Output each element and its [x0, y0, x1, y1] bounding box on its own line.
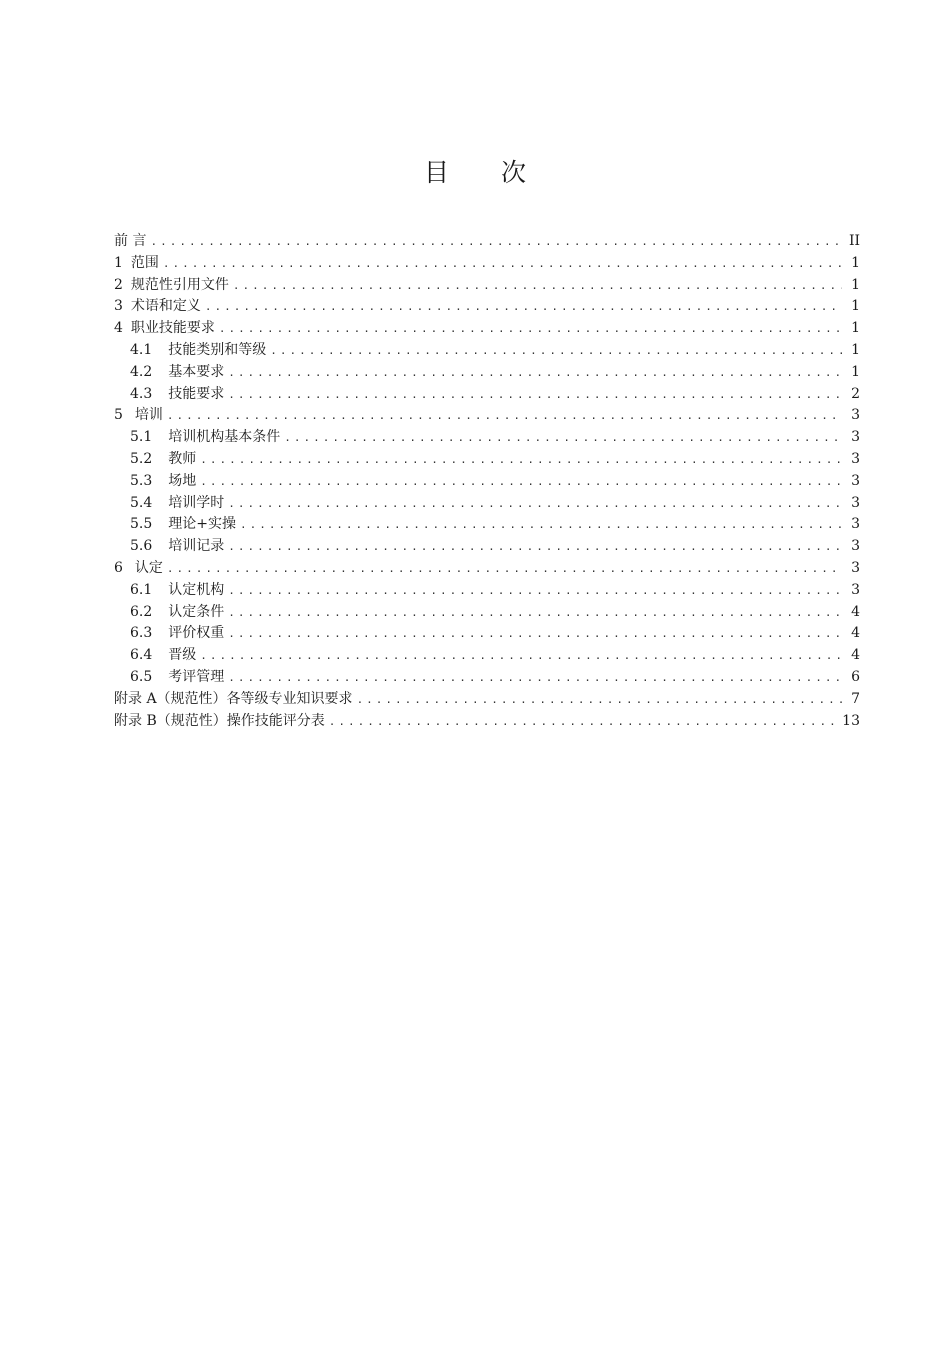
toc-entry-number: 4.2: [130, 363, 153, 380]
toc-entry-label: 理论+实操: [168, 516, 236, 533]
toc-dot-leader: [200, 645, 842, 667]
toc-dot-leader: [219, 318, 842, 340]
toc-dot-leader: [228, 667, 842, 689]
toc-entry-page: II: [848, 233, 860, 249]
toc-entry-page: 1: [851, 320, 860, 337]
toc-entry-page: 3: [851, 538, 860, 555]
toc-entry[interactable]: [114, 275, 860, 297]
toc-entry[interactable]: [114, 602, 860, 624]
toc-entry-page: 1: [851, 276, 860, 293]
toc-entry[interactable]: [114, 558, 860, 580]
toc-entry-page: 7: [851, 690, 860, 707]
toc-dot-leader: [167, 405, 842, 427]
toc-dot-leader: [329, 711, 838, 733]
toc-dot-leader: [270, 340, 842, 362]
toc-entry-label: 附录 A（规范性）各等级专业知识要求: [114, 690, 353, 707]
toc-entry-label: 培训: [134, 407, 163, 424]
toc-entry-page: 3: [851, 494, 860, 511]
toc-entry[interactable]: [114, 318, 860, 340]
toc-entry-number: 5.2: [130, 450, 153, 467]
toc-entry[interactable]: [114, 493, 860, 515]
toc-dot-leader: [228, 362, 842, 384]
toc-entry-page: 6: [851, 668, 860, 685]
toc-entry-number: 5: [114, 407, 123, 424]
toc-entry-label: 附录 B（规范性）操作技能评分表: [114, 712, 325, 729]
toc-entry[interactable]: [114, 296, 860, 318]
toc-dot-leader: [228, 602, 842, 624]
toc-entry-page: 3: [851, 450, 860, 467]
toc-entry-label: 认定机构: [168, 581, 225, 598]
toc-dot-leader: [284, 427, 842, 449]
toc-entry[interactable]: [114, 449, 860, 471]
toc-dot-leader: [228, 493, 842, 515]
toc-entry-number: 4.3: [130, 385, 153, 402]
toc-entry[interactable]: [114, 471, 860, 493]
toc-entry-label: 场地: [168, 472, 197, 489]
toc-entry-label: 培训记录: [168, 538, 225, 555]
toc-entry-label: 培训学时: [168, 494, 225, 511]
toc-entry-number: 5.5: [130, 516, 153, 533]
toc-entry-number: 4: [114, 320, 123, 337]
toc-entry-page: 3: [851, 407, 860, 424]
toc-entry-page: 1: [851, 363, 860, 380]
toc-entry-label: 职业技能要求: [130, 320, 215, 337]
toc-entry-label: 教师: [168, 450, 197, 467]
toc-dot-leader: [228, 536, 842, 558]
toc-entry[interactable]: [114, 536, 860, 558]
toc-entry-page: 4: [851, 625, 860, 642]
toc-dot-leader: [233, 275, 842, 297]
toc-entry[interactable]: [114, 253, 860, 275]
toc-entry-page: 3: [851, 516, 860, 533]
toc-entry[interactable]: [114, 405, 860, 427]
toc-entry-page: 3: [851, 581, 860, 598]
toc-entry-number: 6.2: [130, 603, 153, 620]
toc-dot-leader: [228, 623, 842, 645]
toc-entry-label: 晋级: [168, 647, 197, 664]
toc-entry-number: 5.4: [130, 494, 153, 511]
toc-entry-label: 范围: [130, 254, 159, 271]
toc-entry-number: 6.5: [130, 668, 153, 685]
toc-entry-label: 术语和定义: [130, 298, 201, 315]
toc-entry-page: 3: [851, 472, 860, 489]
toc-entry-number: 6.3: [130, 625, 153, 642]
toc-entry-label: 规范性引用文件: [130, 276, 229, 293]
toc-entry-label: 技能类别和等级: [168, 341, 267, 358]
toc-entry-number: 6.4: [130, 647, 153, 664]
toc-entry[interactable]: [114, 689, 860, 711]
toc-entry[interactable]: [114, 362, 860, 384]
toc-entry-label: 前 言: [114, 233, 147, 249]
toc-entry-label: 培训机构基本条件: [168, 429, 281, 446]
toc-entry-number: 6.1: [130, 581, 153, 598]
toc-dot-leader: [357, 689, 842, 711]
toc-dot-leader: [205, 296, 842, 318]
toc-dot-leader: [150, 231, 842, 253]
toc-entry-page: 4: [851, 647, 860, 664]
toc-entry-page: 1: [851, 341, 860, 358]
toc-entry[interactable]: [114, 580, 860, 602]
toc-entry-page: 3: [851, 429, 860, 446]
toc-entry-page: 3: [851, 559, 860, 576]
toc-entry-label: 技能要求: [168, 385, 225, 402]
toc-entry[interactable]: [114, 514, 860, 536]
toc-entry-number: 3: [114, 298, 123, 315]
toc-entry-label: 认定条件: [168, 603, 225, 620]
toc-entry[interactable]: [114, 427, 860, 449]
toc-dot-leader: [228, 580, 842, 602]
toc-dot-leader: [240, 514, 842, 536]
toc-entry-label: 考评管理: [168, 668, 225, 685]
toc-list: [114, 231, 860, 732]
toc-entry-label: 评价权重: [168, 625, 225, 642]
toc-entry[interactable]: [114, 340, 860, 362]
toc-entry-label: 认定: [134, 559, 163, 576]
toc-dot-leader: [163, 253, 842, 275]
toc-entry[interactable]: [114, 231, 860, 253]
toc-dot-leader: [167, 558, 842, 580]
toc-entry-page: 13: [842, 712, 860, 729]
toc-entry[interactable]: [114, 384, 860, 406]
toc-entry[interactable]: [114, 667, 860, 689]
toc-dot-leader: [200, 471, 842, 493]
toc-entry-number: 2: [114, 276, 123, 293]
toc-entry-number: 4.1: [130, 341, 153, 358]
toc-entry-number: 5.6: [130, 538, 153, 555]
toc-entry-number: 1: [114, 254, 123, 271]
toc-entry-page: 1: [851, 254, 860, 271]
toc-entry[interactable]: [114, 645, 860, 667]
toc-title: 目 次: [424, 158, 548, 187]
toc-entry-number: 6: [114, 559, 123, 576]
toc-entry-number: 5.1: [130, 429, 153, 446]
toc-entry[interactable]: [114, 711, 860, 733]
toc-dot-leader: [200, 449, 842, 471]
toc-entry-number: 5.3: [130, 472, 153, 489]
toc-dot-leader: [228, 384, 842, 406]
toc-entry-page: 4: [851, 603, 860, 620]
toc-entry-page: 2: [851, 385, 860, 402]
toc-entry[interactable]: [114, 623, 860, 645]
toc-entry-label: 基本要求: [168, 363, 225, 380]
toc-entry-page: 1: [851, 298, 860, 315]
